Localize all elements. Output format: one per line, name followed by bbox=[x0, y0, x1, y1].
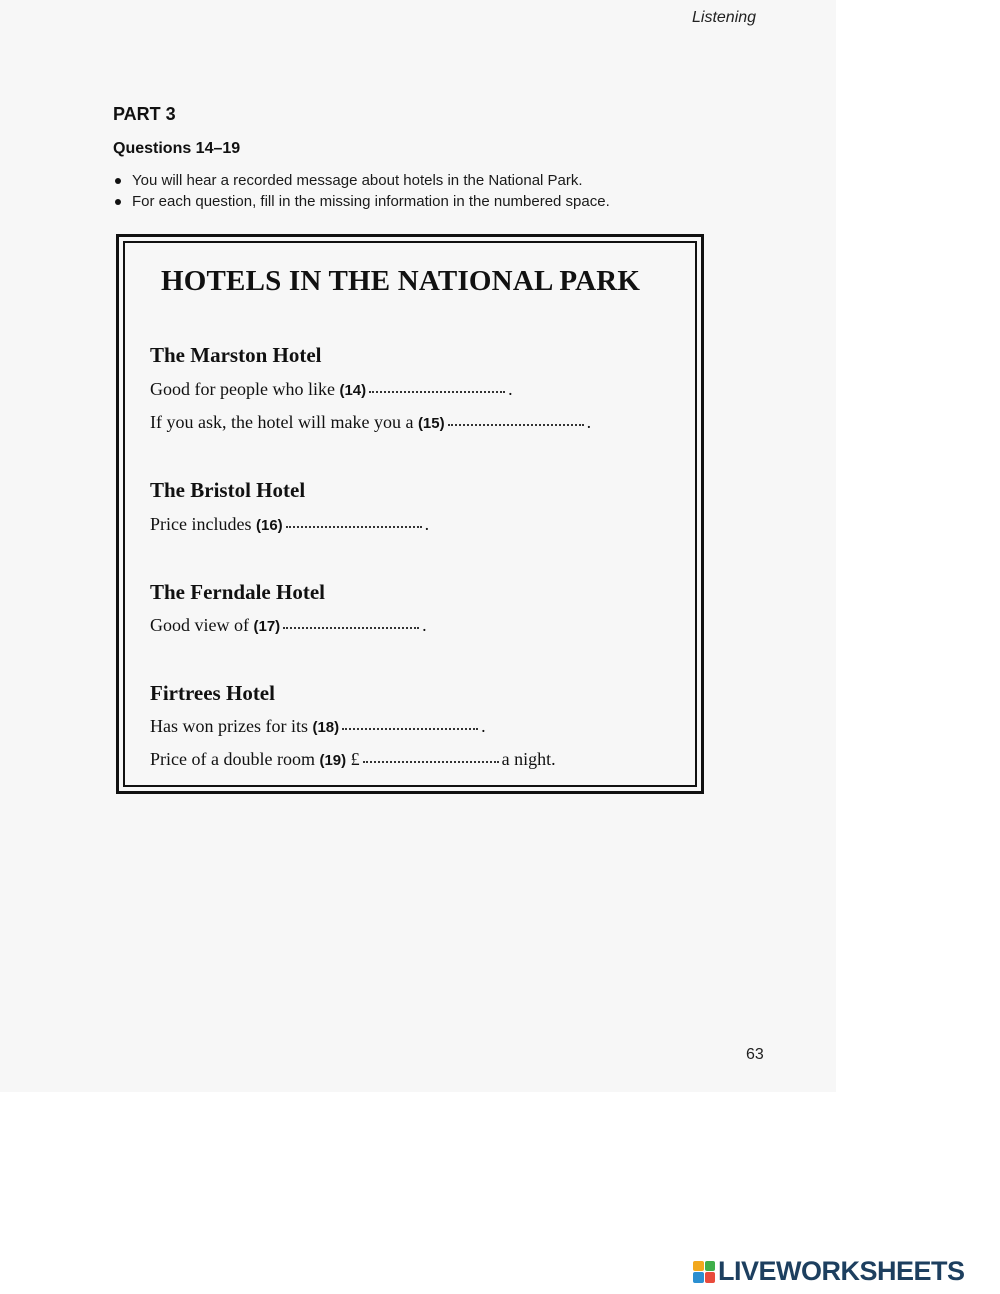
logo-tile bbox=[693, 1261, 704, 1272]
form-line-17 bbox=[150, 615, 427, 636]
form-line-14 bbox=[150, 379, 513, 400]
hotel-name-marston: The Marston Hotel bbox=[150, 343, 322, 367]
notes-form-box bbox=[116, 234, 704, 794]
instruction-item: You will hear a recorded message about hotels in the National Park. bbox=[113, 172, 610, 193]
form-title: HOTELS IN THE NATIONAL PARK bbox=[161, 265, 641, 297]
questions-range: Questions 14–19 bbox=[113, 140, 241, 157]
hotel-name-firtrees: Firtrees Hotel bbox=[150, 681, 275, 705]
line-text: Price includes bbox=[150, 514, 252, 534]
liveworksheets-logo-icon bbox=[693, 1261, 715, 1283]
line-end: . bbox=[422, 615, 427, 635]
answer-blank-16[interactable] bbox=[286, 525, 422, 528]
form-line-19 bbox=[150, 749, 556, 770]
question-number: (19) bbox=[319, 752, 347, 769]
answer-blank-14[interactable] bbox=[369, 390, 505, 393]
line-text: Has won prizes for its bbox=[150, 716, 308, 736]
question-number: (14) bbox=[339, 382, 367, 399]
instructions-list bbox=[113, 172, 610, 214]
line-text: Good view of bbox=[150, 615, 249, 635]
logo-tile bbox=[693, 1272, 704, 1283]
hotel-name-ferndale: The Ferndale Hotel bbox=[150, 580, 325, 604]
notes-form-inner-border bbox=[123, 241, 697, 787]
form-line-18 bbox=[150, 716, 486, 737]
page-number: 63 bbox=[746, 1046, 764, 1063]
line-end: . bbox=[586, 412, 592, 432]
line-text: Good for people who like bbox=[150, 379, 335, 399]
form-line-15 bbox=[150, 412, 591, 433]
question-number: (15) bbox=[417, 415, 445, 432]
line-text: If you ask, the hotel will make you a bbox=[150, 412, 414, 432]
running-head: Listening bbox=[692, 9, 757, 26]
line-text: Price of a double room bbox=[150, 749, 315, 769]
line-end: . bbox=[508, 379, 513, 399]
question-number: (18) bbox=[312, 719, 340, 736]
logo-tile bbox=[705, 1261, 716, 1272]
answer-blank-19[interactable] bbox=[363, 760, 499, 763]
instruction-item: For each question, fill in the missing information in the numbered space. bbox=[113, 193, 610, 214]
line-end: a night. bbox=[501, 749, 556, 769]
question-number: (17) bbox=[253, 618, 281, 635]
question-number: (16) bbox=[255, 517, 283, 534]
liveworksheets-logo-text: LIVEWORKSHEETS bbox=[718, 1256, 965, 1286]
answer-blank-15[interactable] bbox=[448, 423, 584, 426]
hotel-name-bristol: The Bristol Hotel bbox=[150, 478, 306, 502]
liveworksheets-logo[interactable] bbox=[693, 1256, 965, 1287]
form-line-16 bbox=[150, 514, 429, 535]
logo-tile bbox=[705, 1272, 716, 1283]
answer-blank-17[interactable] bbox=[283, 626, 419, 629]
line-end: . bbox=[424, 514, 430, 534]
line-end: . bbox=[481, 716, 486, 736]
currency-symbol: £ bbox=[350, 749, 360, 769]
answer-blank-18[interactable] bbox=[342, 727, 478, 730]
part-title: PART 3 bbox=[113, 104, 176, 124]
